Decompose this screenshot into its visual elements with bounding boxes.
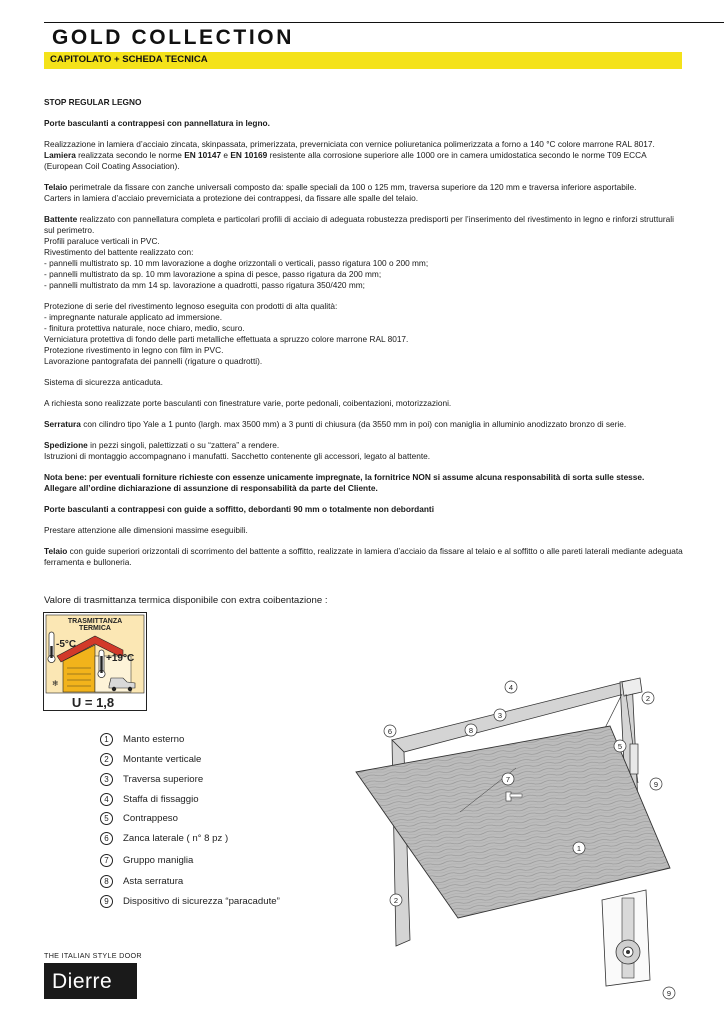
u-value: U = 1,8 xyxy=(71,695,115,710)
subtitle-bar xyxy=(44,52,682,69)
thermal-transmittance-badge xyxy=(43,612,147,711)
legend-item: 7 Gruppo maniglia xyxy=(100,852,193,867)
paragraph-lamiera: Realizzazione in lamiera d’acciaio zincata, skinpassata, primerizzata, preverniciata con vernice poliuretanica polimerizzata a forno a 140 °C colore marrone RAL 8017. Lamiera realizzata secondo le norme EN 10147 e EN 10169 resistente alla corrosione superiore alle 1000 ore in camera umidostatica secondo le norme T09 ECCA (European Coil Coating Association). xyxy=(44,139,655,171)
paragraph-heading: Porte basculanti a contrappesi con pannellatura in legno. xyxy=(44,118,270,128)
badge-line2: TERMICA xyxy=(79,625,111,632)
callout-label: 2 xyxy=(393,896,399,905)
paragraph-spedizione: Spedizione in pezzi singoli, palettizzati o su “zattera” a rendere. Istruzioni di montaggio accompagnano i manufatti. Sacchetto contenente gli accessori, legato al battente. xyxy=(44,440,431,461)
callout-label: 6 xyxy=(387,727,393,736)
badge-line1: TRASMITTANZA xyxy=(67,618,123,625)
section-title: STOP REGULAR LEGNO xyxy=(44,97,142,107)
paragraph-dimensioni: Prestare attenzione alle dimensioni massime eseguibili. xyxy=(44,525,248,535)
door-diagram xyxy=(350,668,680,1013)
legend-item: 2 Montante verticale xyxy=(100,751,201,766)
callout-label: 8 xyxy=(468,726,474,735)
header-rule xyxy=(44,22,724,23)
paragraph-battente: Battente realizzato con pannellatura completa e particolari profili di acciaio di adeguata robustezza predisporti per l’inserimento del rivestimento in legno e rinforzi strutturali sul perimetro. Profili paraluce verticali in PVC. Rivestimento del battente realizzato con: - pannelli multistrato sp. 10 mm lavorazione a doghe orizzontali o verticali, passo rigatura 100 o 200 mm; - pannelli multistrato da sp. 10 mm lavorazione a spina di pesce, passo rigatura da 200 mm; - pannelli multistrato da mm 14 sp. lavorazione a quadrotti, passo rigatura 350/420 mm; xyxy=(44,214,674,290)
legend-item: 4 Staffa di fissaggio xyxy=(100,791,199,806)
callout-label: 7 xyxy=(505,775,511,784)
paragraph-serratura: Serratura con cilindro tipo Yale a 1 punto (largh. max 3500 mm) a 3 punti di chiusura (da 3550 mm in poi) con maniglia in alluminio anodizzato bronzo di serie. xyxy=(44,419,627,429)
legend-item: 6 Zanca laterale ( n° 8 pz ) xyxy=(100,830,228,845)
legend-item: 3 Traversa superiore xyxy=(100,771,203,786)
thermometer-outside-icon xyxy=(48,632,55,663)
paragraph-telaio-guide: Telaio con guide superiori orizzontali di scorrimento del battente a soffitto, realizzate in lamiera d’acciaio da fissare al telaio e al soffitto o alle pareti laterali mediante adeguata ferramenta e bulloneria. xyxy=(44,546,683,567)
callout-label: 5 xyxy=(617,742,623,751)
snowflake-icon: ❄ xyxy=(52,679,59,688)
callout-label: 1 xyxy=(576,844,582,853)
paragraph-nota-bene: Nota bene: per eventuali forniture richieste con essenze unicamente impregnate, la fornitrice NON si assume alcuna responsabilità di sorta sulle stesse. Allegare all’ordine dichiarazione di assunzione di responsabilità da parte del Cliente. xyxy=(44,472,645,493)
page-subtitle: CAPITOLATO + SCHEDA TECNICA xyxy=(50,54,208,65)
paragraph-sicurezza: Sistema di sicurezza anticaduta. xyxy=(44,377,163,387)
paragraph-heading-soffitto: Porte basculanti a contrappesi con guide a soffitto, debordanti 90 mm o totalmente non debordanti xyxy=(44,504,434,514)
callout-label: 3 xyxy=(497,711,503,720)
legend-item: 8 Asta serratura xyxy=(100,873,183,888)
thermal-title: Valore di trasmittanza termica disponibile con extra coibentazione : xyxy=(44,595,328,606)
callout-label: 9 xyxy=(666,989,672,998)
callout-label: 9 xyxy=(653,780,659,789)
thermometer-inside-icon xyxy=(98,650,105,678)
outside-temperature: -5°C xyxy=(56,639,77,650)
legend-item: 5 Contrappeso xyxy=(100,810,178,825)
paragraph-protezione: Protezione di serie del rivestimento legnoso eseguita con prodotti di alta qualità: - impregnante naturale applicato ad immersione. - finitura protettiva naturale, noce chiaro, medio, scuro. Verniciatura protettiva di fondo delle parti metalliche effettuata a spruzzo colore marrone RAL 8017. Protezione rivestimento in legno con film in PVC. Lavorazione pantografata dei pannelli (rigature o quadrotti). xyxy=(44,301,409,366)
paragraph-telaio: Telaio perimetrale da fissare con zanche universali composto da: spalle speciali da 100 o 125 mm, traversa superiore da 120 mm e traversa inferiore asportabile. Carters in lamiera d’acciaio preverniciata a protezione dei contrappesi, da fissare alle spalle del telaio. xyxy=(44,182,637,203)
inside-temperature: +19°C xyxy=(106,653,135,664)
paragraph-richiesta: A richiesta sono realizzate porte basculanti con finestrature varie, porte pedonali, coibentazioni, motorizzazioni. xyxy=(44,398,452,408)
legend-item: 1 Manto esterno xyxy=(100,731,184,746)
page-title: GOLD COLLECTION xyxy=(52,26,294,49)
spec-text xyxy=(44,97,684,578)
callout-label: 2 xyxy=(645,694,651,703)
safety-device-detail xyxy=(602,890,650,986)
legend-item: 9 Dispositivo di sicurezza “paracadute” xyxy=(100,893,280,908)
logo-text: Dierre xyxy=(52,970,113,993)
dierre-logo xyxy=(44,963,137,999)
callout-label: 4 xyxy=(508,683,514,692)
brand-tagline: THE ITALIAN STYLE DOOR xyxy=(44,951,142,960)
